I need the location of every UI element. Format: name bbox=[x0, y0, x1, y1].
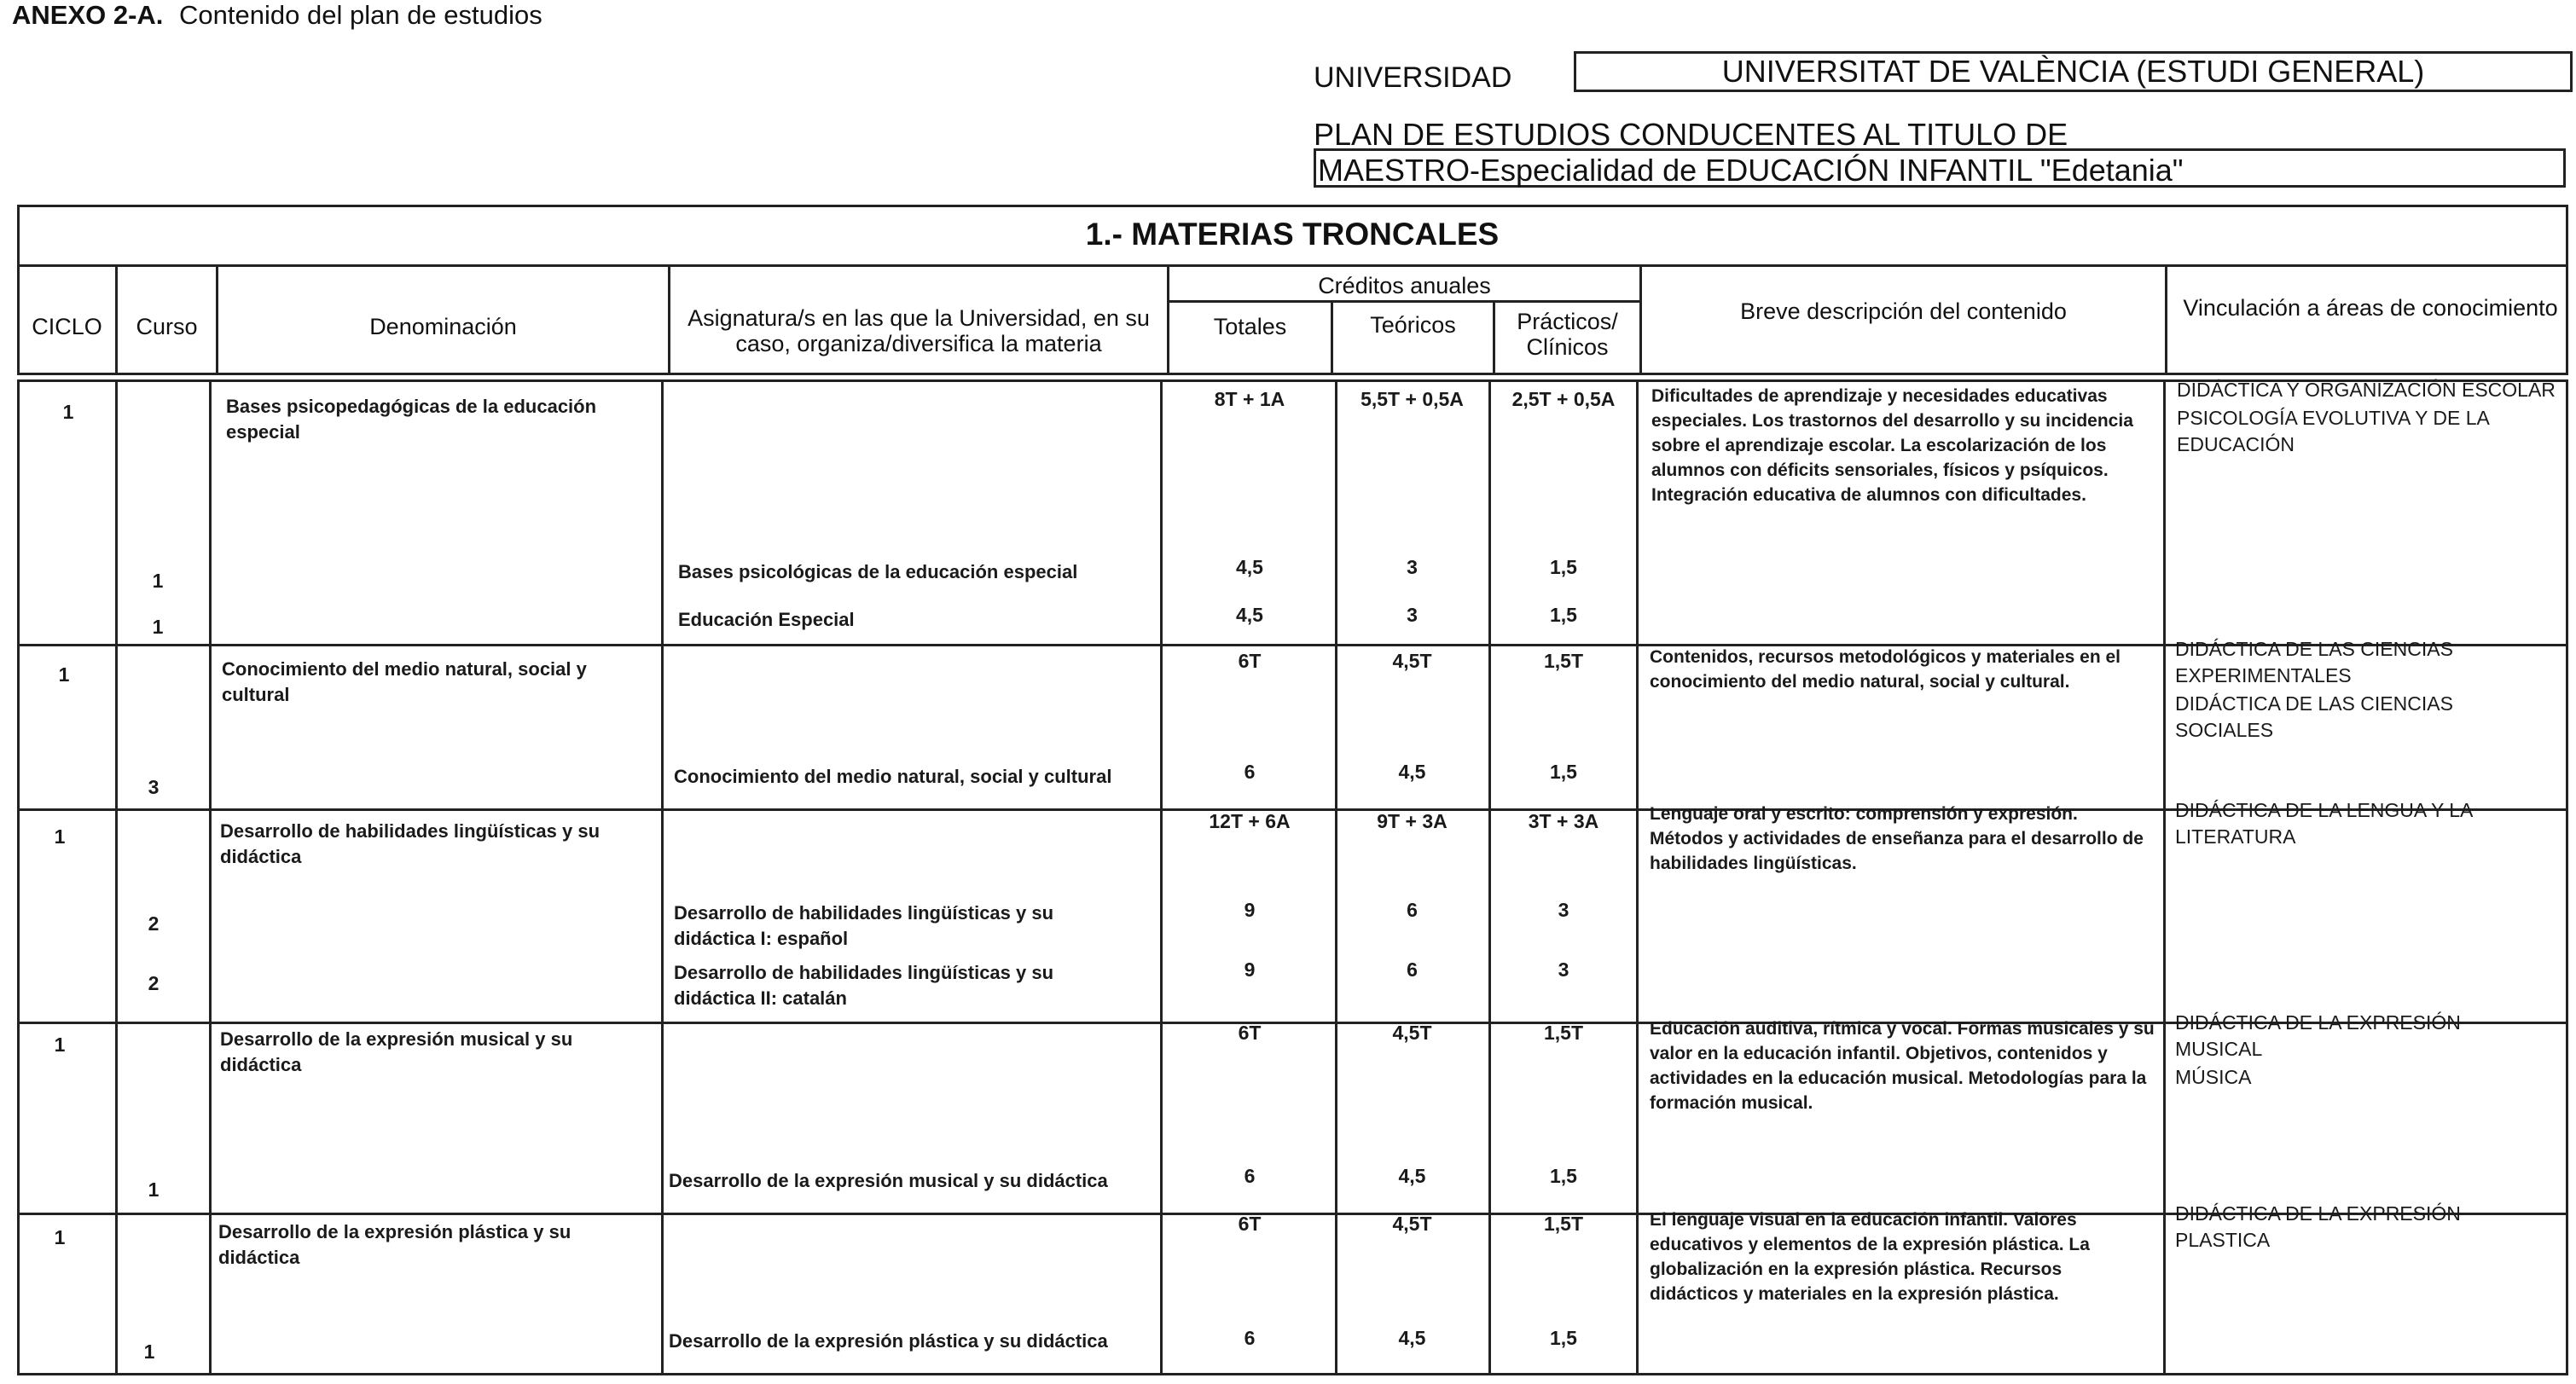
subject-name: Desarrollo de la expresión musical y su didáctica bbox=[669, 1170, 1108, 1191]
row-teoricos: 9T + 3A bbox=[1377, 810, 1448, 832]
subject-totales: 6 bbox=[1244, 761, 1256, 783]
subject-name: Bases psicológicas de la educación especial bbox=[678, 561, 1078, 582]
header-curso: Curso bbox=[136, 314, 198, 339]
subject-teoricos: 4,5 bbox=[1398, 1327, 1426, 1349]
row-totales: 6T bbox=[1238, 650, 1262, 672]
row-teoricos: 4,5T bbox=[1392, 1022, 1432, 1044]
subject-practicos: 1,5 bbox=[1550, 1165, 1577, 1187]
plan-label: PLAN DE ESTUDIOS CONDUCENTES AL TITULO DE bbox=[1314, 117, 2068, 152]
row-areas bbox=[2175, 1010, 2550, 1092]
row-practicos: 3T + 3A bbox=[1528, 810, 1599, 832]
row-descripcion: Educación auditiva, rítmica y vocal. Formas musicales y su valor en la educación infantil. Objetivos, contenidos y actividades en la educación musical. Metodologías para la formación musical. bbox=[1650, 1019, 2155, 1113]
row-descripcion: Contenidos, recursos metodológicos y materiales en el conocimiento del medio natural, social y cultural. bbox=[1650, 647, 2121, 692]
row-teoricos: 5,5T + 0,5A bbox=[1361, 388, 1464, 410]
row-descripcion: El lenguaje visual en la educación infantil. Valores educativos y elementos de la expresión plástica. La globalización en la expresión plástica. Recursos didácticos y materiales en la expresión plástica. bbox=[1650, 1210, 2090, 1304]
area-item: PSICOLOGÍA EVOLUTIVA Y DE LA EDUCACIÓN bbox=[2177, 407, 2489, 455]
annex-title: Contenido del plan de estudios bbox=[179, 0, 542, 30]
area-item: MÚSICA bbox=[2175, 1066, 2252, 1088]
annex-label: ANEXO 2-A. bbox=[12, 0, 164, 30]
subject-curso: 3 bbox=[148, 776, 160, 798]
row-descripcion: Lenguaje oral y escrito: comprensión y expresión. Métodos y actividades de enseñanza para el desarrollo de habilidades lingüísticas. bbox=[1650, 804, 2144, 873]
university-label: UNIVERSIDAD bbox=[1314, 61, 1512, 94]
row-areas bbox=[2177, 377, 2561, 460]
subject-totales: 4,5 bbox=[1236, 556, 1263, 578]
header-teoricos: Teóricos bbox=[1370, 312, 1456, 338]
document-heading bbox=[12, 0, 542, 31]
row-totales: 12T + 6A bbox=[1209, 810, 1291, 832]
row-practicos: 2,5T + 0,5A bbox=[1511, 388, 1616, 410]
row-totales: 6T bbox=[1238, 1213, 1262, 1235]
subject-practicos: 1,5 bbox=[1550, 761, 1577, 783]
header-denominacion: Denominación bbox=[369, 314, 517, 339]
subject-practicos: 1,5 bbox=[1550, 1327, 1577, 1349]
subject-totales: 6 bbox=[1244, 1327, 1256, 1349]
row-totales: 6T bbox=[1238, 1022, 1262, 1044]
subject-totales: 4,5 bbox=[1236, 604, 1263, 626]
header-ciclo: CICLO bbox=[32, 314, 102, 339]
row-descripcion: Dificultades de aprendizaje y necesidades educativas especiales. Los trastornos del desarrollo y su incidencia sobre el aprendizaje escolar. La escolarización de los alumnos con déficits sensoriales, físicos y psíquicos. Integración educativa de alumnos con dificultades. bbox=[1651, 386, 2133, 505]
area-item: DIDÁCTICA DE LA EXPRESIÓN PLASTICA bbox=[2175, 1202, 2461, 1251]
subject-curso: 1 bbox=[152, 616, 164, 638]
header-asignatura: Asignatura/s en las que la Universidad, en su caso, organiza/diversifica la materia bbox=[688, 305, 1150, 356]
row-denominacion: Desarrollo de la expresión musical y su didáctica bbox=[220, 1028, 573, 1075]
row-areas bbox=[2175, 1201, 2550, 1255]
subject-name: Desarrollo de habilidades lingüísticas y su didáctica II: catalán bbox=[674, 962, 1054, 1009]
row-denominacion: Desarrollo de habilidades lingüísticas y su didáctica bbox=[220, 820, 600, 867]
subject-totales: 9 bbox=[1244, 958, 1256, 981]
area-item: DIDÁCTICA DE LAS CIENCIAS SOCIALES bbox=[2175, 692, 2453, 741]
row-ciclo: 1 bbox=[62, 401, 74, 423]
header-practicos: Prácticos/ Clínicos bbox=[1517, 309, 1618, 360]
subject-teoricos: 4,5 bbox=[1398, 761, 1426, 783]
header-totales: Totales bbox=[1213, 314, 1287, 339]
row-ciclo: 1 bbox=[54, 1034, 66, 1056]
header-descripcion: Breve descripción del contenido bbox=[1740, 298, 2067, 324]
subject-totales: 9 bbox=[1244, 899, 1256, 921]
subject-practicos: 3 bbox=[1558, 899, 1569, 921]
subject-practicos: 1,5 bbox=[1550, 604, 1577, 626]
row-denominacion: Bases psicopedagógicas de la educación especial bbox=[226, 396, 597, 443]
row-denominacion: Desarrollo de la expresión plástica y su didáctica bbox=[218, 1221, 571, 1268]
subject-curso: 1 bbox=[148, 1178, 160, 1201]
row-areas bbox=[2175, 797, 2550, 852]
subject-totales: 6 bbox=[1244, 1165, 1256, 1187]
row-ciclo: 1 bbox=[54, 1226, 66, 1248]
row-totales: 8T + 1A bbox=[1214, 388, 1285, 410]
subject-name: Conocimiento del medio natural, social y cultural bbox=[674, 766, 1112, 787]
subject-curso: 2 bbox=[148, 912, 160, 935]
university-value: UNIVERSITAT DE VALÈNCIA (ESTUDI GENERAL) bbox=[1574, 51, 2573, 92]
subject-curso: 1 bbox=[143, 1341, 155, 1363]
area-item: DIDÁCTICA DE LA EXPRESIÓN MUSICAL bbox=[2175, 1011, 2461, 1060]
row-ciclo: 1 bbox=[58, 663, 70, 686]
subject-teoricos: 6 bbox=[1407, 899, 1418, 921]
row-ciclo: 1 bbox=[54, 825, 66, 848]
area-item: DIDÁCTICA DE LA LENGUA Y LA LITERATURA bbox=[2175, 799, 2473, 848]
row-practicos: 1,5T bbox=[1543, 1022, 1584, 1044]
header-creditos: Créditos anuales bbox=[1318, 273, 1491, 298]
subject-name: Desarrollo de habilidades lingüísticas y su didáctica I: español bbox=[674, 902, 1054, 949]
subject-teoricos: 6 bbox=[1407, 958, 1418, 981]
subject-teoricos: 4,5 bbox=[1398, 1165, 1426, 1187]
subject-name: Desarrollo de la expresión plástica y su didáctica bbox=[669, 1330, 1108, 1352]
row-teoricos: 4,5T bbox=[1392, 650, 1432, 672]
plan-value: MAESTRO-Especialidad de EDUCACIÓN INFANTIL "Edetania" bbox=[1314, 148, 2566, 188]
subject-practicos: 1,5 bbox=[1550, 556, 1577, 578]
subject-teoricos: 3 bbox=[1407, 556, 1418, 578]
row-areas bbox=[2175, 636, 2550, 745]
header-vinculacion: Vinculación a áreas de conocimiento bbox=[2183, 295, 2558, 321]
subject-teoricos: 3 bbox=[1407, 604, 1418, 626]
area-item: DIDÁCTICA Y ORGANIZACIÓN ESCOLAR bbox=[2177, 379, 2556, 401]
area-item: DIDÁCTICA DE LAS CIENCIAS EXPERIMENTALES bbox=[2175, 638, 2453, 686]
subject-curso: 2 bbox=[148, 972, 160, 994]
subject-name: Educación Especial bbox=[678, 609, 855, 630]
subject-practicos: 3 bbox=[1558, 958, 1569, 981]
row-denominacion: Conocimiento del medio natural, social y cultural bbox=[222, 658, 587, 705]
row-practicos: 1,5T bbox=[1543, 650, 1584, 672]
subject-curso: 1 bbox=[152, 570, 164, 592]
row-teoricos: 4,5T bbox=[1392, 1213, 1432, 1235]
table-title: 1.- MATERIAS TRONCALES bbox=[1085, 217, 1500, 252]
row-practicos: 1,5T bbox=[1543, 1213, 1584, 1235]
